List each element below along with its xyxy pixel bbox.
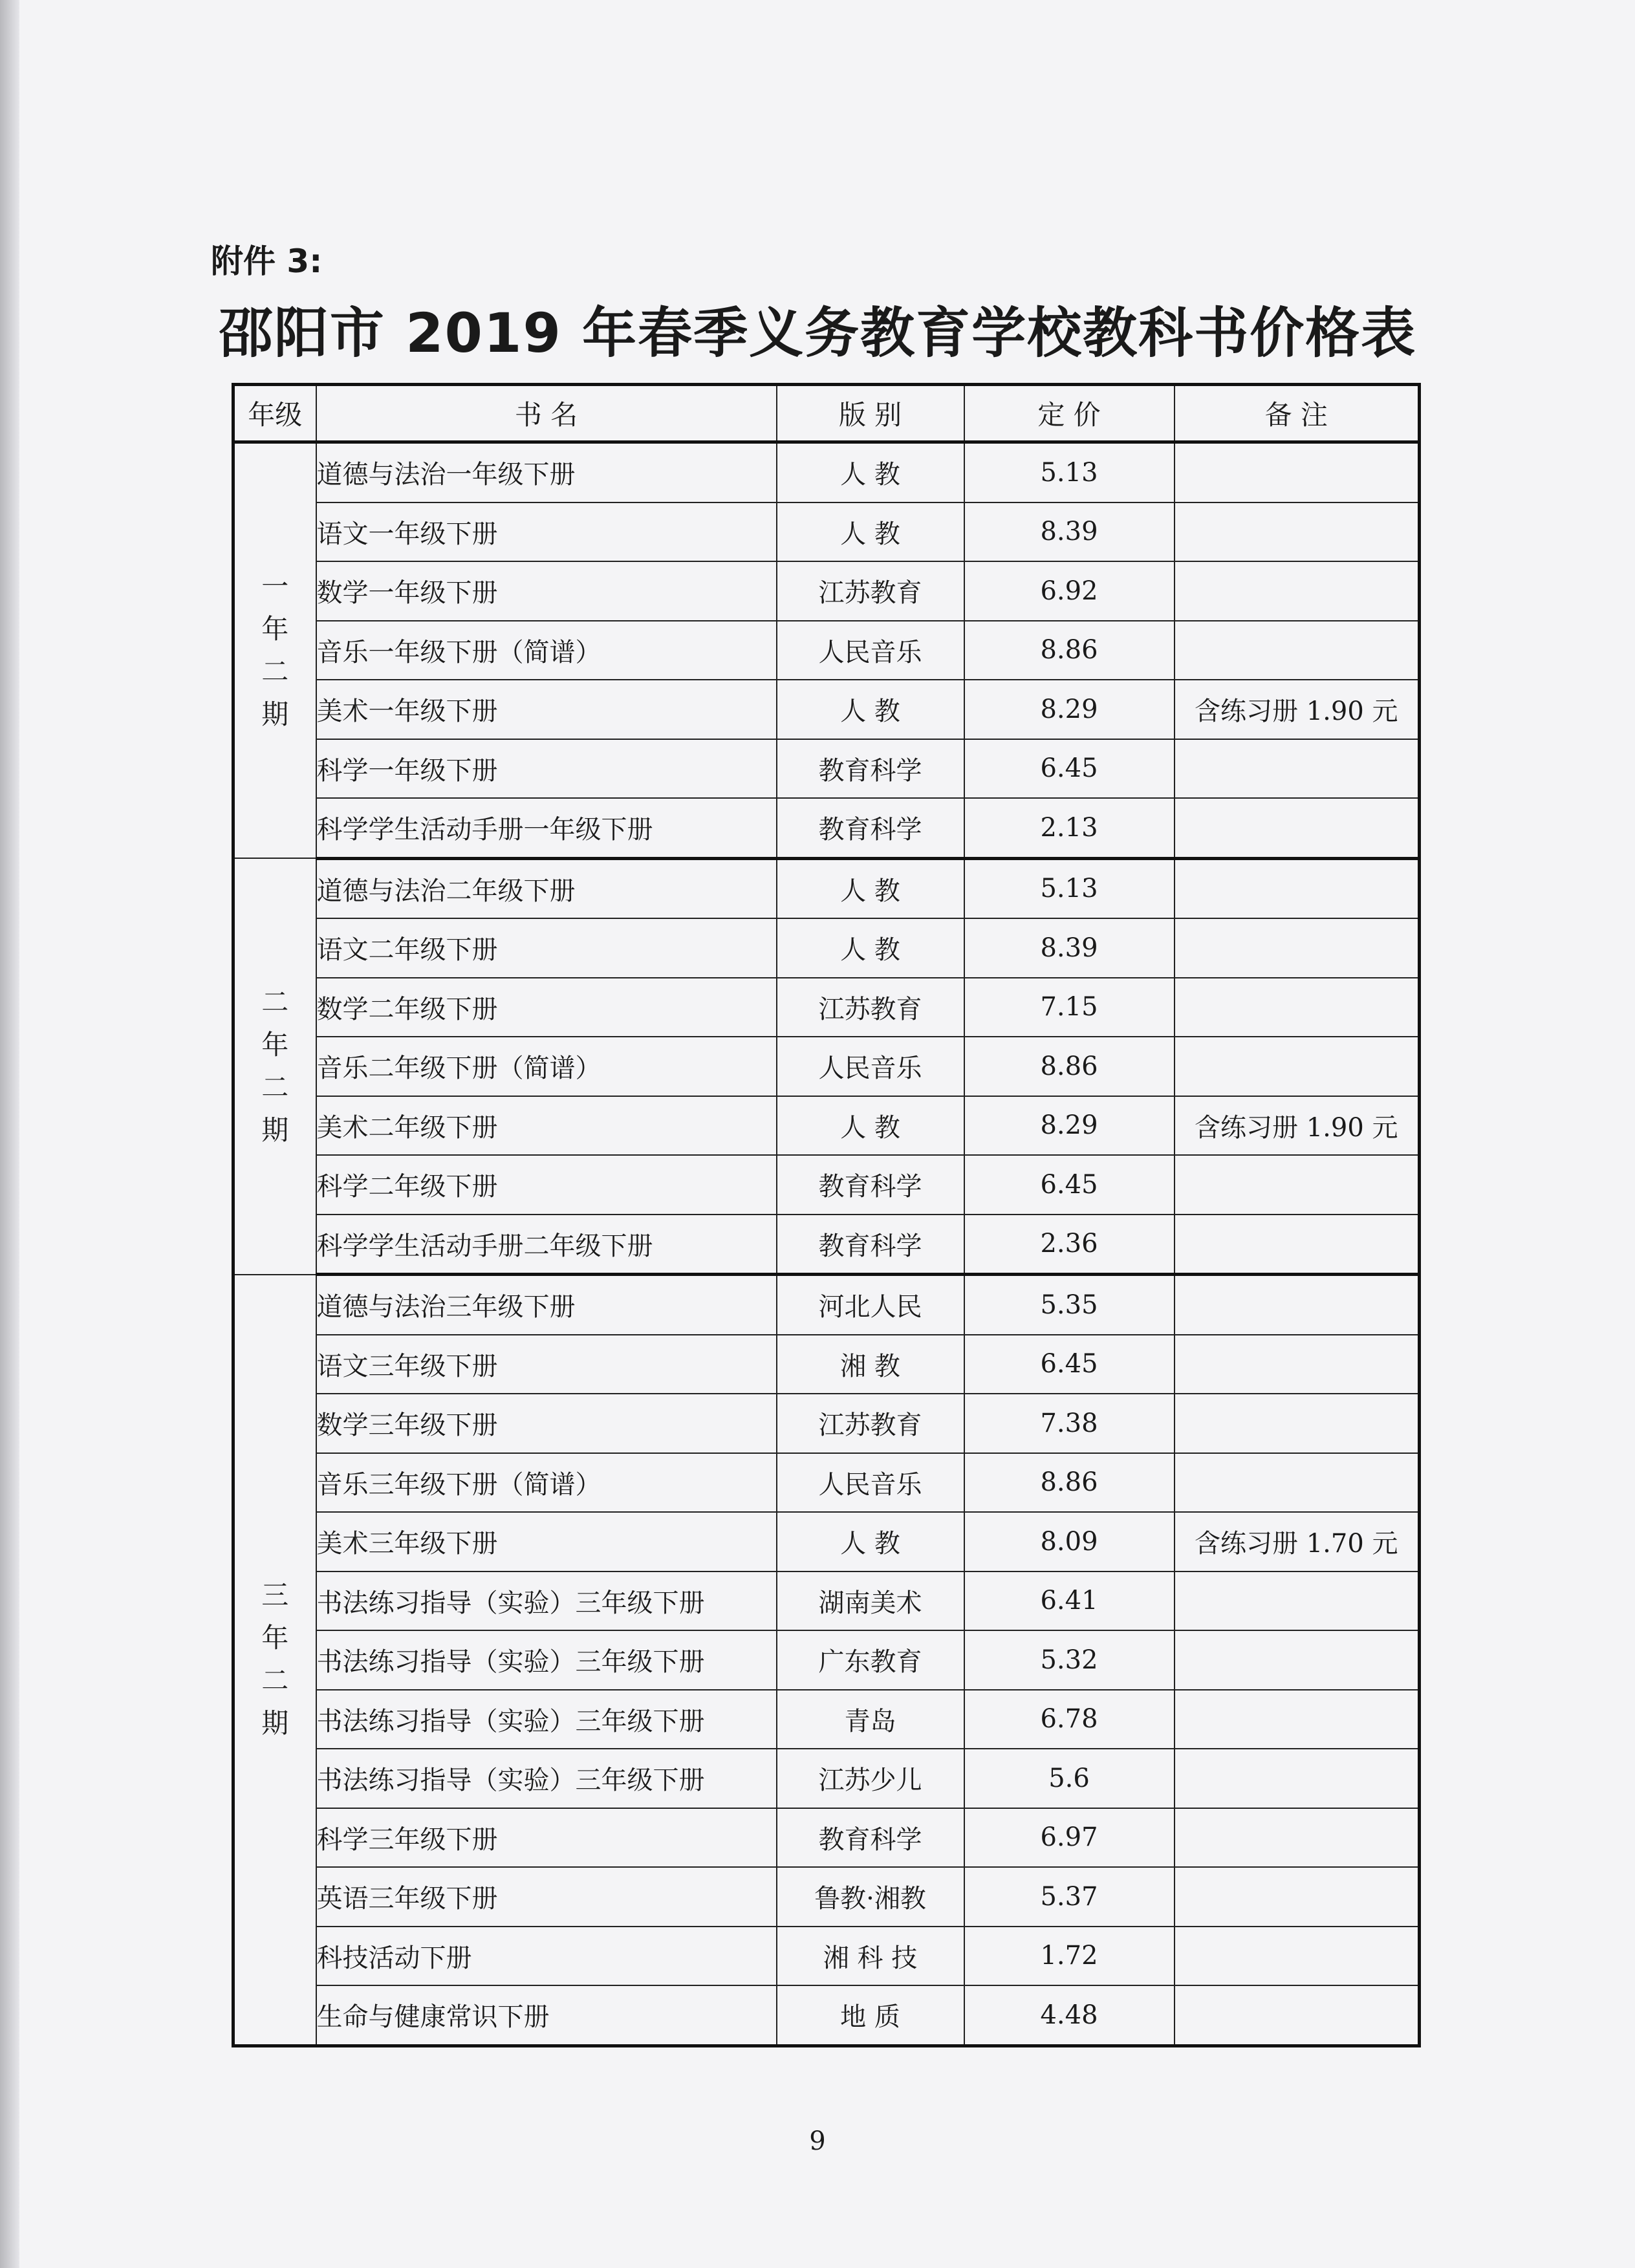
grade-cell xyxy=(233,442,316,859)
table-header-row xyxy=(233,385,1420,442)
table-row xyxy=(233,1985,1420,2046)
book-name-cell: 书法练习指导（实验）三年级下册 xyxy=(316,1630,777,1690)
price-cell: 5.13 xyxy=(964,442,1175,502)
price-cell: 8.86 xyxy=(964,1453,1175,1513)
publisher-cell: 人民音乐 xyxy=(777,1453,964,1513)
price-cell: 5.13 xyxy=(964,858,1175,918)
textbook-price-table xyxy=(232,383,1421,2047)
table-row xyxy=(233,1927,1420,1986)
price-cell: 5.6 xyxy=(964,1749,1175,1808)
header-price: 定 价 xyxy=(964,385,1175,442)
table-row xyxy=(233,1394,1420,1453)
publisher-cell: 人 教 xyxy=(777,918,964,978)
remark-cell xyxy=(1175,739,1420,799)
publisher-cell: 人 教 xyxy=(777,1512,964,1571)
price-cell: 8.39 xyxy=(964,502,1175,562)
table-row xyxy=(233,1571,1420,1631)
grade-label: 一年二期 xyxy=(261,570,289,730)
grade-cell xyxy=(233,858,316,1275)
publisher-cell: 教育科学 xyxy=(777,739,964,799)
table-row xyxy=(233,1037,1420,1096)
remark-cell xyxy=(1175,978,1420,1037)
book-name-cell: 语文二年级下册 xyxy=(316,918,777,978)
table-row xyxy=(233,1630,1420,1690)
table-row xyxy=(233,442,1420,502)
price-cell: 7.38 xyxy=(964,1394,1175,1453)
publisher-cell: 湖南美术 xyxy=(777,1571,964,1631)
remark-cell xyxy=(1175,1453,1420,1513)
remark-cell xyxy=(1175,502,1420,562)
table-row xyxy=(233,502,1420,562)
table-row xyxy=(233,798,1420,858)
price-cell: 8.86 xyxy=(964,1037,1175,1096)
publisher-cell: 江苏少儿 xyxy=(777,1749,964,1808)
table-row xyxy=(233,1808,1420,1868)
remark-cell xyxy=(1175,918,1420,978)
publisher-cell: 湘 科 技 xyxy=(777,1927,964,1986)
table-row xyxy=(233,858,1420,918)
table-row xyxy=(233,1335,1420,1394)
price-cell: 6.92 xyxy=(964,561,1175,621)
publisher-cell: 人 教 xyxy=(777,680,964,739)
table-row xyxy=(233,1749,1420,1808)
remark-cell xyxy=(1175,1808,1420,1868)
remark-cell xyxy=(1175,1749,1420,1808)
remark-cell xyxy=(1175,1927,1420,1986)
book-name-cell: 道德与法治一年级下册 xyxy=(316,442,777,502)
publisher-cell: 人 教 xyxy=(777,502,964,562)
grade-label: 三年二期 xyxy=(261,1579,289,1739)
header-book-name: 书 名 xyxy=(316,385,777,442)
book-name-cell: 英语三年级下册 xyxy=(316,1867,777,1927)
book-name-cell: 美术二年级下册 xyxy=(316,1096,777,1156)
remark-cell xyxy=(1175,1630,1420,1690)
remark-cell xyxy=(1175,1155,1420,1215)
remark-cell xyxy=(1175,1571,1420,1631)
publisher-cell: 人 教 xyxy=(777,858,964,918)
book-name-cell: 语文一年级下册 xyxy=(316,502,777,562)
publisher-cell: 人 教 xyxy=(777,1096,964,1156)
publisher-cell: 广东教育 xyxy=(777,1630,964,1690)
remark-cell xyxy=(1175,442,1420,502)
remark-cell xyxy=(1175,561,1420,621)
price-cell: 6.97 xyxy=(964,1808,1175,1868)
remark-cell xyxy=(1175,621,1420,680)
header-remark: 备 注 xyxy=(1175,385,1420,442)
book-name-cell: 科学三年级下册 xyxy=(316,1808,777,1868)
publisher-cell: 人民音乐 xyxy=(777,621,964,680)
table-row xyxy=(233,1155,1420,1215)
table-row xyxy=(233,739,1420,799)
table-row xyxy=(233,1453,1420,1513)
price-cell: 6.78 xyxy=(964,1690,1175,1749)
price-cell: 5.32 xyxy=(964,1630,1175,1690)
publisher-cell: 地 质 xyxy=(777,1985,964,2046)
table-row xyxy=(233,1275,1420,1335)
book-name-cell: 道德与法治二年级下册 xyxy=(316,858,777,918)
remark-cell xyxy=(1175,1394,1420,1453)
publisher-cell: 江苏教育 xyxy=(777,1394,964,1453)
price-cell: 8.09 xyxy=(964,1512,1175,1571)
price-cell: 5.37 xyxy=(964,1867,1175,1927)
remark-cell xyxy=(1175,798,1420,858)
price-cell: 8.29 xyxy=(964,1096,1175,1156)
remark-cell xyxy=(1175,1335,1420,1394)
book-name-cell: 数学二年级下册 xyxy=(316,978,777,1037)
publisher-cell: 教育科学 xyxy=(777,1215,964,1275)
book-name-cell: 音乐二年级下册（简谱） xyxy=(316,1037,777,1096)
book-name-cell: 道德与法治三年级下册 xyxy=(316,1275,777,1335)
table-row xyxy=(233,1096,1420,1156)
remark-cell xyxy=(1175,858,1420,918)
table-row xyxy=(233,1690,1420,1749)
price-cell: 2.36 xyxy=(964,1215,1175,1275)
remark-cell xyxy=(1175,1037,1420,1096)
book-name-cell: 语文三年级下册 xyxy=(316,1335,777,1394)
table-row xyxy=(233,978,1420,1037)
header-publisher: 版 别 xyxy=(777,385,964,442)
remark-cell: 含练习册 1.90 元 xyxy=(1175,680,1420,739)
remark-cell: 含练习册 1.90 元 xyxy=(1175,1096,1420,1156)
book-name-cell: 美术一年级下册 xyxy=(316,680,777,739)
book-name-cell: 数学一年级下册 xyxy=(316,561,777,621)
attachment-label: 附件 3: xyxy=(211,243,323,280)
publisher-cell: 教育科学 xyxy=(777,1155,964,1215)
price-cell: 6.45 xyxy=(964,739,1175,799)
book-name-cell: 书法练习指导（实验）三年级下册 xyxy=(316,1690,777,1749)
price-cell: 6.45 xyxy=(964,1155,1175,1215)
publisher-cell: 湘 教 xyxy=(777,1335,964,1394)
price-cell: 7.15 xyxy=(964,978,1175,1037)
book-name-cell: 数学三年级下册 xyxy=(316,1394,777,1453)
publisher-cell: 人民音乐 xyxy=(777,1037,964,1096)
remark-cell xyxy=(1175,1275,1420,1335)
book-name-cell: 音乐三年级下册（简谱） xyxy=(316,1453,777,1513)
table-row xyxy=(233,918,1420,978)
price-cell: 6.45 xyxy=(964,1335,1175,1394)
publisher-cell: 江苏教育 xyxy=(777,978,964,1037)
publisher-cell: 人 教 xyxy=(777,442,964,502)
price-cell: 6.41 xyxy=(964,1571,1175,1631)
table-row xyxy=(233,1512,1420,1571)
table-row xyxy=(233,1867,1420,1927)
book-name-cell: 书法练习指导（实验）三年级下册 xyxy=(316,1571,777,1631)
book-name-cell: 科学二年级下册 xyxy=(316,1155,777,1215)
publisher-cell: 鲁教·湘教 xyxy=(777,1867,964,1927)
grade-label: 二年二期 xyxy=(261,986,289,1146)
book-name-cell: 科学学生活动手册二年级下册 xyxy=(316,1215,777,1275)
price-cell: 5.35 xyxy=(964,1275,1175,1335)
publisher-cell: 教育科学 xyxy=(777,798,964,858)
table-row xyxy=(233,1215,1420,1275)
price-cell: 8.39 xyxy=(964,918,1175,978)
book-name-cell: 美术三年级下册 xyxy=(316,1512,777,1571)
book-name-cell: 科技活动下册 xyxy=(316,1927,777,1986)
header-grade: 年级 xyxy=(233,385,316,442)
publisher-cell: 青岛 xyxy=(777,1690,964,1749)
remark-cell: 含练习册 1.70 元 xyxy=(1175,1512,1420,1571)
price-cell: 4.48 xyxy=(964,1985,1175,2046)
table-row xyxy=(233,680,1420,739)
table-body xyxy=(233,442,1420,2046)
publisher-cell: 江苏教育 xyxy=(777,561,964,621)
price-cell: 2.13 xyxy=(964,798,1175,858)
book-name-cell: 科学一年级下册 xyxy=(316,739,777,799)
book-name-cell: 生命与健康常识下册 xyxy=(316,1985,777,2046)
price-cell: 8.29 xyxy=(964,680,1175,739)
page-number: 9 xyxy=(809,2126,826,2156)
price-cell: 1.72 xyxy=(964,1927,1175,1986)
page-title: 邵阳市 2019 年春季义务教育学校教科书价格表 xyxy=(218,301,1417,365)
remark-cell xyxy=(1175,1985,1420,2046)
remark-cell xyxy=(1175,1215,1420,1275)
table-row xyxy=(233,621,1420,680)
remark-cell xyxy=(1175,1690,1420,1749)
price-cell: 8.86 xyxy=(964,621,1175,680)
publisher-cell: 教育科学 xyxy=(777,1808,964,1868)
book-name-cell: 书法练习指导（实验）三年级下册 xyxy=(316,1749,777,1808)
grade-cell xyxy=(233,1275,316,2046)
remark-cell xyxy=(1175,1867,1420,1927)
table-row xyxy=(233,561,1420,621)
book-name-cell: 音乐一年级下册（简谱） xyxy=(316,621,777,680)
book-name-cell: 科学学生活动手册一年级下册 xyxy=(316,798,777,858)
publisher-cell: 河北人民 xyxy=(777,1275,964,1335)
